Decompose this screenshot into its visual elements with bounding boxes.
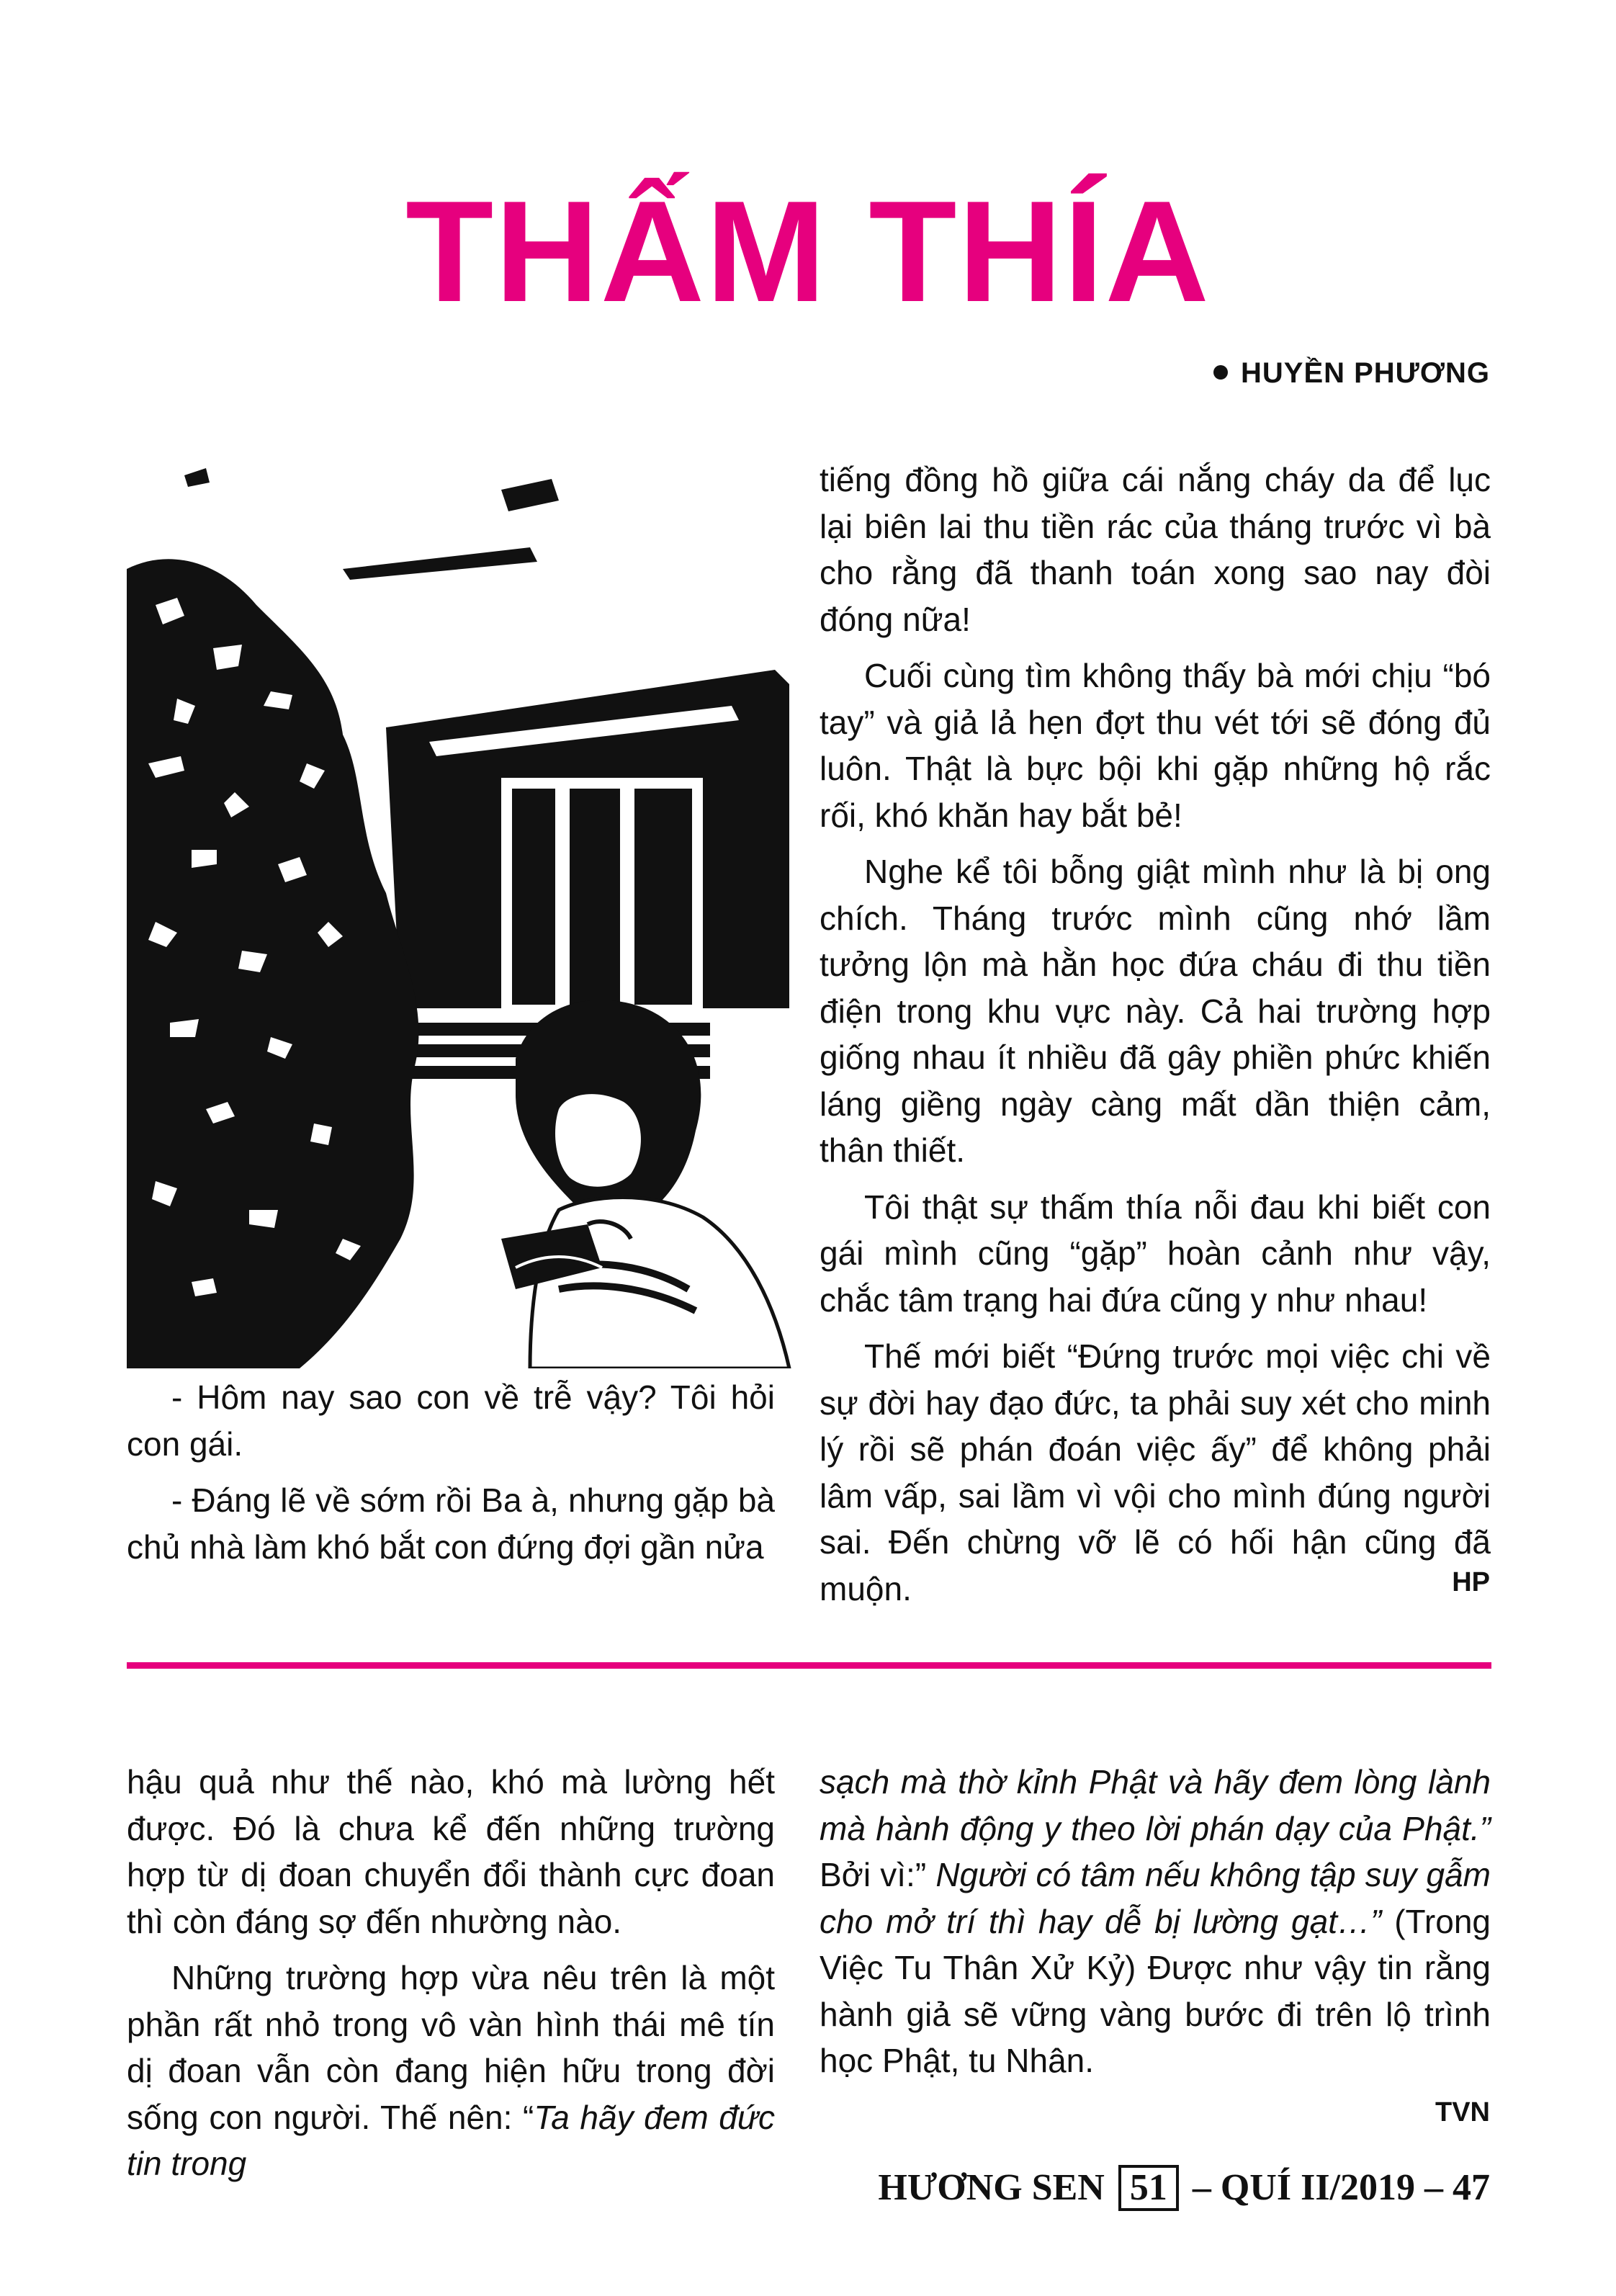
quote-text: Người có tâm nếu không tập suy gẫm cho mở trí thì hay dễ bị lường gạt…”: [820, 1856, 1491, 1940]
paragraph-text: Bởi vì:”: [820, 1856, 936, 1893]
story2-signoff: TVN: [1435, 2097, 1490, 2127]
issue-period: – QUÍ II/2019 –: [1192, 2167, 1443, 2208]
paragraph-text: (Trong Việc Tu Thân Xử Kỷ) Được như vậy tin rằng hành giả sẽ vững vàng bước đi trên lộ trình học Phật, tu Nhân.: [820, 1902, 1491, 2079]
illustration-girl-reading: [127, 461, 796, 1368]
paragraph: Cuối cùng tìm không thấy bà mới chịu “bó tay” và giả lả hẹn đợt thu vét tới sẽ đóng đủ luôn. Thật là bực bội khi gặp những hộ rắc rối, khó khăn hay bắt bẻ!: [820, 657, 1491, 834]
paragraph: [820, 1759, 1491, 2084]
paragraph-text: Những trường hợp vừa nêu trên là một phần rất nhỏ trong vô vàn hình thái mê tín dị đoan vẫn còn đang hiện hữu trong đời sống con người. Thế nên: “: [127, 1959, 775, 2136]
bullet-icon: [1213, 365, 1228, 380]
quote-text: Ta hãy đem đức tin trong: [127, 2098, 775, 2182]
story2-left-column: [127, 1759, 775, 2187]
magazine-name: HƯƠNG SEN: [878, 2167, 1105, 2208]
paragraph: - Đáng lẽ về sớm rồi Ba à, nhưng gặp bà chủ nhà làm khó bắt con đứng đợi gần nửa: [127, 1481, 775, 1566]
story1-signoff: HP: [1452, 1567, 1490, 1597]
paragraph: - Hôm nay sao con về trễ vậy? Tôi hỏi con gái.: [127, 1378, 775, 1463]
page-number: 47: [1453, 2167, 1490, 2208]
story1-left-column: [127, 1374, 775, 1570]
paragraph: Thế mới biết “Đứng trước mọi việc chi về sự đời hay đạo đức, ta phải suy xét cho minh lý rồi sẽ phán đoán việc ấy” để không phải lâm vấp, sai lầm vì vội cho mình đúng người sai. Đến chừng vỡ lẽ có hối hận cũng đã muộn.: [820, 1337, 1491, 1607]
author-byline: [1213, 357, 1490, 390]
quote-text: sạch mà thờ kỉnh Phật và hãy đem lòng lành mà hành động y theo lời phán dạy của Phật.”: [820, 1763, 1491, 1847]
paragraph: tiếng đồng hồ giữa cái nắng cháy da để lục lại biên lai thu tiền rác của tháng trước vì bà cho rằng đã thanh toán xong sao nay đòi đóng nữa!: [820, 461, 1491, 638]
story2-right-column: [820, 1759, 1491, 2084]
story1-right-column: [820, 457, 1491, 1612]
issue-number: 51: [1118, 2165, 1179, 2211]
paragraph: Nghe kể tôi bỗng giật mình như là bị ong chích. Tháng trước mình cũng nhớ lầm tưởng lộn mà hằn học đứa cháu đi thu tiền điện trong khu vực này. Cả hai trường hợp giống nhau ít nhiều đã gây phiền phức khiến láng giềng ngày càng mất dần thiện cảm, thân thiết.: [820, 853, 1491, 1169]
paragraph: Tôi thật sự thấm thía nỗi đau khi biết con gái mình cũng “gặp” hoàn cảnh như vậy, chắc tâm trạng hai đứa cũng y như nhau!: [820, 1188, 1491, 1319]
paragraph: [127, 1955, 775, 2187]
section-divider: [127, 1662, 1491, 1669]
page-footer: [878, 2165, 1490, 2211]
paragraph: hậu quả như thế nào, khó mà lường hết được. Đó là chưa kể đến những trường hợp từ dị đoan chuyển đổi thành cực đoan thì còn đáng sợ đến nhường nào.: [127, 1763, 775, 1940]
article-title: THẤM THÍA: [405, 171, 1211, 332]
author-name: HUYỀN PHƯƠNG: [1240, 357, 1490, 389]
